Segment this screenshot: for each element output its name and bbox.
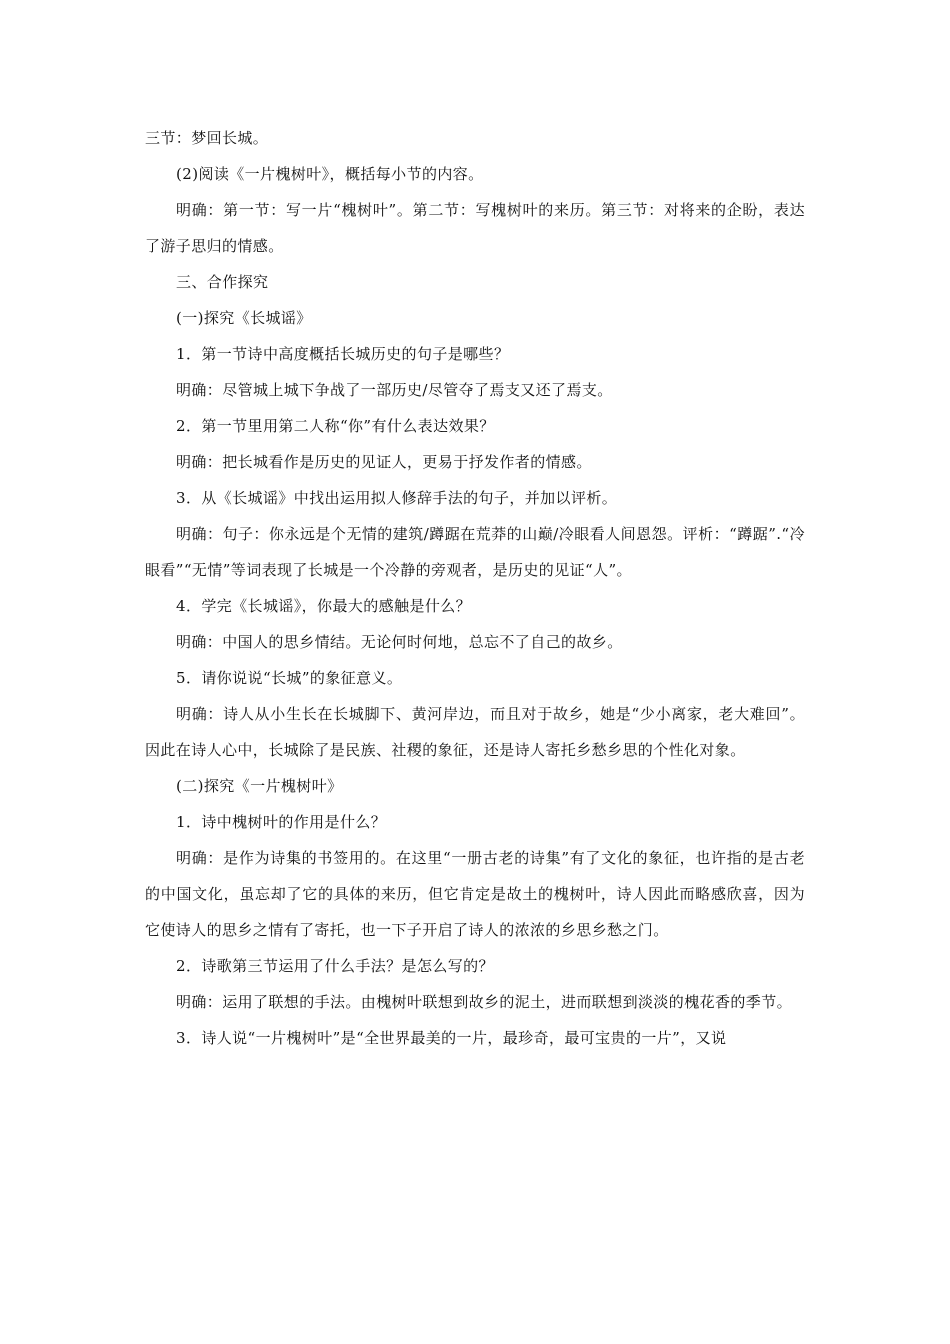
question: 1．第一节诗中高度概括长城历史的句子是哪些？ [176,345,510,363]
question: 1．诗中槐树叶的作用是什么？ [176,813,387,831]
answer: 明确：中国人的思乡情结。无论何时何地，总忘不了自己的故乡。 [176,633,623,651]
paragraph: (2)阅读《一片槐树叶》，概括每小节的内容。 [176,165,484,183]
answer: 明确：句子：你永远是个无情的建筑/蹲踞在荒莽的山巅/冷眼看人间恩怨。评析：“蹲踞”.“冷眼看”“无情”等词表现了长城是一个冷静的旁观者，是历史的见证“人”。 [145,525,805,579]
answer: 明确：把长城看作是历史的见证人，更易于抒发作者的情感。 [176,453,592,471]
document-body [145,120,805,1056]
paragraph: 三节：梦回长城。 [145,129,269,147]
subsection-heading: (二)探究《一片槐树叶》 [176,777,343,795]
answer: 明确：诗人从小生长在长城脚下、黄河岸边，而且对于故乡，她是“少小离家，老大难回”。因此在诗人心中，长城除了是民族、社稷的象征，还是诗人寄托乡愁乡思的个性化对象。 [145,705,805,759]
paragraph: 明确：第一节：写一片“槐树叶”。第二节：写槐树叶的来历。第三节：对将来的企盼，表达了游子思归的情感。 [145,201,805,255]
question: 4．学完《长城谣》，你最大的感触是什么？ [176,597,472,615]
answer: 明确：是作为诗集的书签用的。在这里“一册古老的诗集”有了文化的象征，也许指的是古老的中国文化，虽忘却了它的具体的来历，但它肯定是故土的槐树叶，诗人因此而略感欣喜，因为它使诗人的思乡之情有了寄托，也一下子开启了诗人的浓浓的乡思乡愁之门。 [145,849,805,939]
question: 3．诗人说“一片槐树叶”是“全世界最美的一片，最珍奇，最可宝贵的一片”，又说 [176,1029,727,1047]
question: 2．第一节里用第二人称“你”有什么表达效果？ [176,417,495,435]
answer: 明确：运用了联想的手法。由槐树叶联想到故乡的泥土，进而联想到淡淡的槐花香的季节。 [176,993,793,1011]
section-heading: 三、合作探究 [176,273,269,291]
question: 3．从《长城谣》中找出运用拟人修辞手法的句子，并加以评析。 [176,489,618,507]
answer: 明确：尽管城上城下争战了一部历史/尽管夺了焉支又还了焉支。 [176,381,613,399]
subsection-heading: (一)探究《长城谣》 [176,309,312,327]
question: 5．请你说说“长城”的象征意义。 [176,669,403,687]
question: 2．诗歌第三节运用了什么手法？是怎么写的？ [176,957,494,975]
